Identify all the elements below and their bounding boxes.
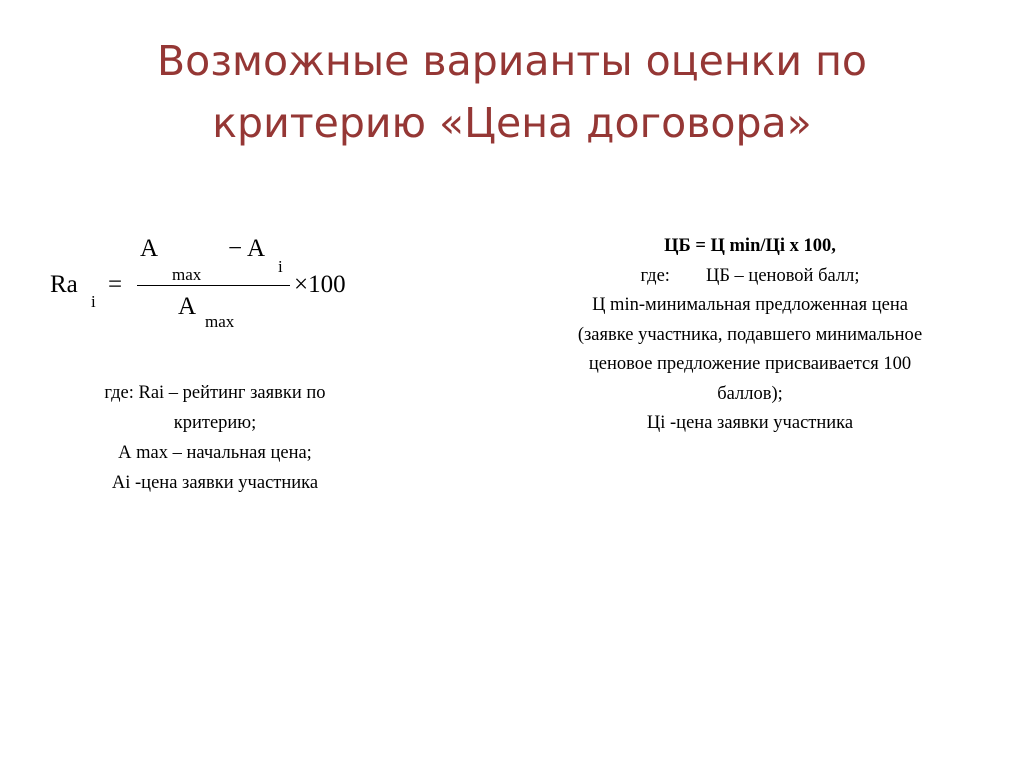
formula-numerator-minus-ai: − A: [228, 235, 266, 262]
explanation-line: где: Rai – рейтинг заявки по: [104, 383, 326, 403]
explanation-line: критерию;: [173, 413, 257, 433]
definition-line: ценовое предложение присваивается 100: [588, 354, 912, 374]
formula-numerator-a-subscript: max: [172, 265, 202, 284]
where-line: [480, 262, 1020, 292]
definition-line: Ц min-минимальная предложенная цена: [592, 295, 908, 315]
formula-times-100: ×100: [294, 271, 346, 298]
explanation-line: А max – начальная цена;: [118, 443, 312, 463]
where-label: где:: [640, 265, 670, 286]
price-score-block: [480, 232, 1020, 439]
formula-numerator-a: A: [140, 235, 159, 262]
definition-line: баллов);: [717, 383, 783, 404]
title-line-2: критерию «Цена договора»: [212, 99, 812, 147]
formula-numerator-ai-subscript: i: [278, 257, 283, 276]
formula-lhs-ra: Ra: [50, 271, 78, 298]
formula-lhs-subscript: i: [91, 292, 96, 311]
formula-denominator-subscript: max: [205, 312, 235, 331]
price-score-formula: ЦБ = Ц min/Цi х 100,: [664, 236, 836, 256]
definition-line: (заявке участника, подавшего минимальное: [577, 324, 923, 345]
formula-explanation: [40, 378, 390, 498]
formula-equals: =: [108, 271, 123, 298]
formula-denominator-a: A: [178, 293, 197, 320]
where-definition: ЦБ – ценовой балл;: [705, 265, 860, 286]
title-line-1: Возможные варианты оценки по: [157, 37, 867, 85]
explanation-line: Аi -цена заявки участника: [111, 473, 319, 493]
fraction-bar: [137, 285, 290, 286]
definition-line: Цi -цена заявки участника: [646, 413, 854, 433]
rating-formula: [0, 0, 420, 350]
